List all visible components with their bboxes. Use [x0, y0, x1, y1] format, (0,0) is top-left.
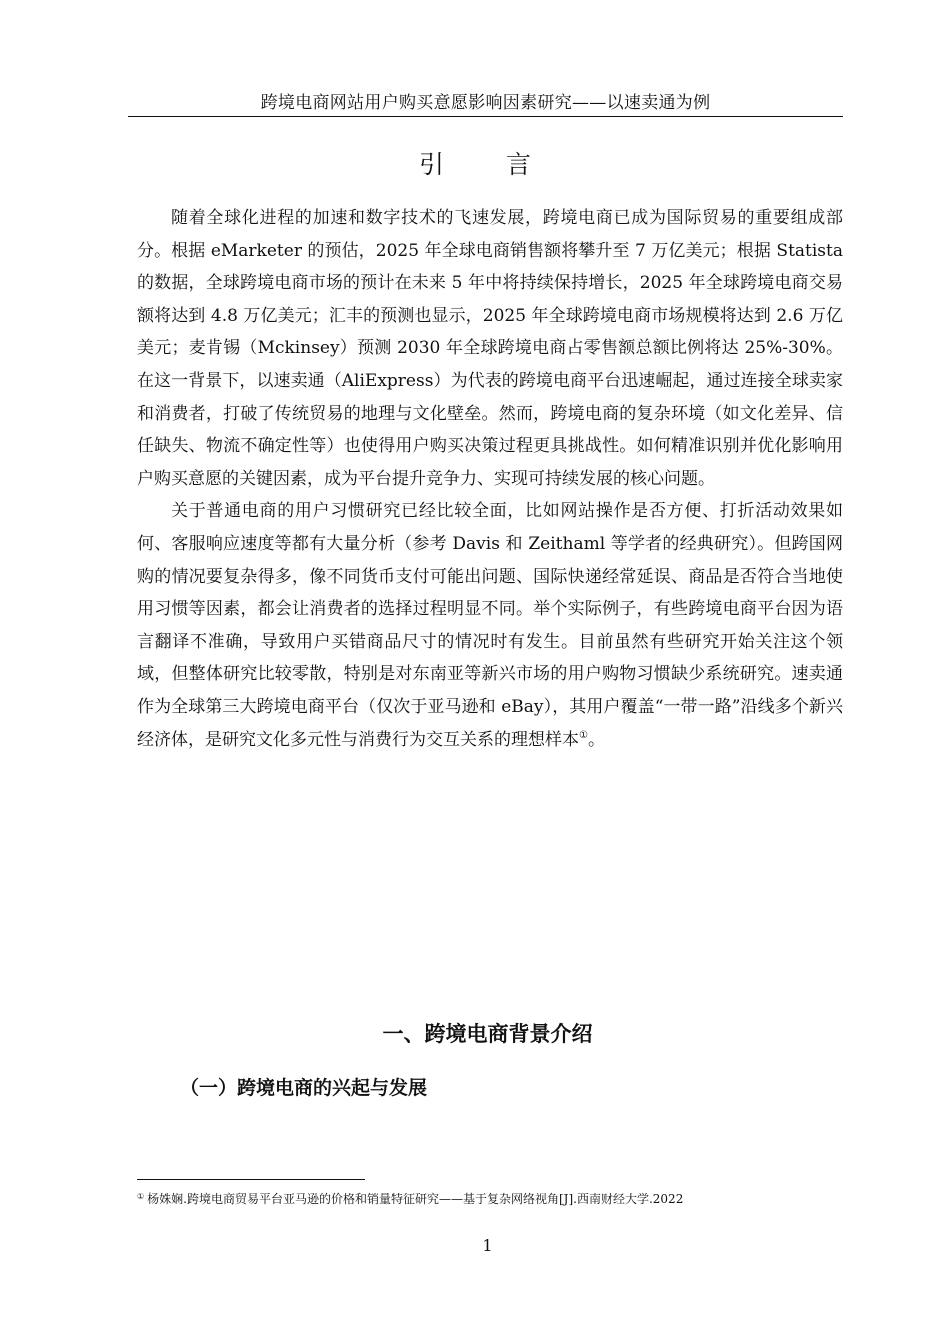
intro-paragraph-2: 关于普通电商的用户习惯研究已经比较全面，比如网站操作是否方便、打折活动效果如何、客服响应速度等都有大量分析（参考 Davis 和 Zeithaml 等学者的经典研究）。但跨国网购的情况要复杂得多，像不同货币支付可能出问题、国际快递经常延误、商品是否符合当地使用习惯等因素，都会让消费者的选择过程明显不同。举个实际例子，有些跨境电商平台因为语言翻译不准确，导致用户买错商品尺寸的情况时有发生。目前虽然有些研究开始关注这个领域，但整体研究比较零散，特别是对东南亚等新兴市场的用户购物习惯缺少系统研究。速卖通作为全球第三大跨境电商平台（仅次于亚马逊和 eBay），其用户覆盖“一带一路”沿线多个新兴经济体，是研究文化多元性与消费行为交互关系的理想样本①。: [137, 501, 843, 750]
footnote-divider: [137, 1179, 365, 1180]
intro-paragraph-2-text: 关于普通电商的用户习惯研究已经比较全面，比如网站操作是否方便、打折活动效果如何、客服响应速度等都有大量分析（参考 Davis 和 Zeithaml 等学者的经典研究）。但跨国网购的情况要复杂得多，像不同货币支付可能出问题、国际快递经常延误、商品是否符合当地使用习惯等因素，都会让消费者的选择过程明显不同。举个实际例子，有些跨境电商平台因为语言翻译不准确，导致用户买错商品尺寸的情况时有发生。目前虽然有些研究开始关注这个领域，但整体研究比较零散，特别是对东南亚等新兴市场的用户购物习惯缺少系统研究。速卖通作为全球第三大跨境电商平台（仅次于亚马逊和 eBay），其用户覆盖“一带一路”沿线多个新兴经济体，是研究文化多元性与消费行为交互关系的理想样本: [137, 501, 843, 750]
intro-title: 引言: [418, 150, 593, 179]
footnote-reference[interactable]: ①: [579, 729, 588, 741]
running-header: 跨境电商网站用户购买意愿影响因素研究——以速卖通为例: [260, 93, 711, 113]
subsection-heading: （一）跨境电商的兴起与发展: [180, 1077, 428, 1099]
header-divider: [128, 116, 843, 117]
footnote: [137, 1190, 843, 1208]
footnote-text: 杨姝娴.跨境电商贸易平台亚马逊的价格和销量特征研究——基于复杂网络视角[J].西南财经大学.2022: [147, 1192, 684, 1206]
intro-body: [137, 202, 843, 756]
footnote-marker: ①: [137, 1192, 145, 1201]
intro-paragraph-1: 随着全球化进程的加速和数字技术的飞速发展，跨境电商已成为国际贸易的重要组成部分。根据 eMarketer 的预估，2025 年全球电商销售额将攀升至 7 万亿美元；根据 Statista 的数据，全球跨境电商市场的预计在未来 5 年中将持续保持增长，2025 年全球跨境电商交易额将达到 4.8 万亿美元；汇丰的预测也显示，2025 年全球跨境电商市场规模将达到 2.6 万亿美元；麦肯锡（Mckinsey）预测 2030 年全球跨境电商占零售额总额比例将达 25%-30%。在这一背景下，以速卖通（AliExpress）为代表的跨境电商平台迅速崛起，通过连接全球卖家和消费者，打破了传统贸易的地理与文化壁垒。然而，跨境电商的复杂环境（如文化差异、信任缺失、物流不确定性等）也使得用户购买决策过程更具挑战性。如何精准识别并优化影响用户购买意愿的关键因素，成为平台提升竞争力、实现可持续发展的核心问题。: [137, 208, 843, 489]
page-number: 1: [482, 1236, 493, 1255]
section-heading: 一、跨境电商背景介绍: [382, 1022, 593, 1046]
